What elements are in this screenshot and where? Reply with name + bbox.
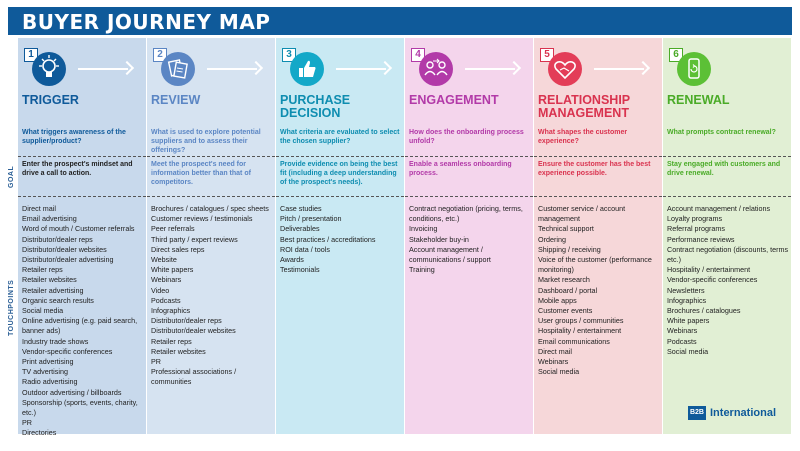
- touchpoint-item: Third party / expert reviews: [151, 234, 238, 244]
- touchpoint-item: Retailer advertising: [22, 285, 84, 295]
- touchpoint-item: PR: [151, 357, 161, 367]
- touchpoint-item: Social media: [538, 367, 580, 377]
- touchpoint-item: Video: [151, 285, 170, 295]
- touchpoint-item: Ordering: [538, 234, 566, 244]
- touchpoint-item: Mobile apps: [538, 295, 577, 305]
- touchpoint-item: Dashboard / portal: [538, 285, 598, 295]
- divider: [147, 196, 275, 197]
- touchpoint-item: User groups / communities: [538, 316, 624, 326]
- touchpoint-item: Distributor/dealer websites: [22, 244, 107, 254]
- divider: [18, 196, 146, 197]
- stage-number: 3: [282, 48, 296, 62]
- heart-handshake-icon: [548, 52, 582, 86]
- stage-engagement: [405, 38, 533, 434]
- touchpoint-item: TV advertising: [22, 367, 68, 377]
- touchpoint-list: [538, 204, 662, 377]
- arrowhead-icon: [507, 61, 521, 75]
- touchpoint-item: Vendor-specific conferences: [667, 275, 758, 285]
- touchpoint-item: Brochures / catalogues / spec sheets: [151, 204, 269, 213]
- touchpoint-item: PR: [22, 418, 32, 428]
- touchpoint-item: Print advertising: [22, 357, 74, 367]
- stage-number: 2: [153, 48, 167, 62]
- touchpoint-item: Customer events: [538, 306, 593, 316]
- touchpoint-item: Case studies: [280, 204, 322, 213]
- touchpoint-item: Referral programs: [667, 224, 725, 234]
- touchpoint-item: Account management / relations: [667, 204, 771, 213]
- touchpoint-item: Distributor/dealer websites: [151, 326, 236, 336]
- touchpoint-item: Word of mouth / Customer referrals: [22, 224, 135, 234]
- touchpoint-item: Hospitality / entertainment: [667, 265, 751, 275]
- stage-question: What prompts contract renewal?: [667, 129, 776, 136]
- stage-goal: Ensure the customer has the best experience possible.: [538, 161, 651, 177]
- touchpoint-item: Organic search results: [22, 295, 94, 305]
- stage-title: TRIGGER: [22, 93, 79, 107]
- stage-question: What criteria are evaluated to select the chosen supplier?: [280, 129, 400, 145]
- stage-number: 4: [411, 48, 425, 62]
- touchpoint-item: Sponsorship (sports, events, charity, etc.): [22, 397, 138, 418]
- touchpoint-list: [409, 204, 533, 275]
- touchpoint-item: Contract negotiation (pricing, terms, conditions, etc.): [409, 204, 523, 224]
- touchpoint-item: White papers: [151, 265, 194, 275]
- stage-question: What is used to explore potential suppliers and to assess their offerings?: [151, 129, 261, 154]
- divider: [663, 156, 791, 157]
- touchpoint-item: Customer reviews / testimonials: [151, 214, 253, 224]
- thumbs-up-icon: [290, 52, 324, 86]
- arrowhead-icon: [636, 61, 650, 75]
- touchpoint-item: Retailer websites: [151, 346, 206, 356]
- stage-review: [147, 38, 275, 434]
- touchpoint-item: Professional associations / communities: [151, 367, 237, 387]
- touchpoint-item: Training: [409, 265, 435, 275]
- touchpoint-list: [667, 204, 791, 357]
- touchpoint-list: [22, 204, 146, 439]
- touchpoint-item: Account management / communications / support: [409, 244, 491, 265]
- stage-question: What triggers awareness of the supplier/product?: [22, 129, 126, 145]
- touchpoint-item: Peer referrals: [151, 224, 195, 234]
- touchpoint-item: Distributor/dealer advertising: [22, 255, 114, 265]
- touchpoint-item: Vendor-specific conferences: [22, 346, 113, 356]
- stage-trigger: [18, 38, 146, 438]
- divider: [147, 156, 275, 157]
- logo-text: International: [710, 407, 777, 419]
- touchpoint-item: Retailer reps: [151, 336, 192, 346]
- stage-goal: Enable a seamless onboarding process.: [409, 161, 512, 177]
- touchpoint-item: Direct mail: [22, 204, 56, 213]
- touchpoint-list: [280, 204, 404, 275]
- stage-goal: Stay engaged with customers and drive renewal.: [667, 161, 781, 177]
- touchpoint-item: Webinars: [151, 275, 182, 285]
- touchpoint-item: Loyalty programs: [667, 214, 723, 224]
- touchpoint-item: Brochures / catalogues: [667, 306, 741, 316]
- phone-renew-icon: [677, 52, 711, 86]
- touchpoint-item: Market research: [538, 275, 590, 285]
- divider: [405, 196, 533, 197]
- divider: [276, 196, 404, 197]
- touchpoint-item: Distributor/dealer reps: [151, 316, 222, 326]
- b2b-logo-mark: B2B: [688, 406, 706, 420]
- divider: [534, 156, 662, 157]
- stage-relationship-management: [534, 38, 662, 434]
- stage-title: RELATIONSHIP MANAGEMENT: [538, 93, 630, 120]
- touchpoint-item: Awards: [280, 255, 304, 265]
- touchpoint-item: Online advertising (e.g. paid search, banner ads): [22, 316, 138, 336]
- touchpoint-item: Directories: [22, 428, 57, 438]
- touchpoint-item: Hospitality / entertainment: [538, 326, 622, 336]
- touchpoint-item: Invoicing: [409, 224, 438, 234]
- goal-side-label: GOAL: [8, 165, 15, 188]
- divider: [18, 156, 146, 157]
- divider: [534, 196, 662, 197]
- arrowhead-icon: [120, 61, 134, 75]
- stage-question: How does the onboarding process unfold?: [409, 129, 524, 145]
- stage-number: 1: [24, 48, 38, 62]
- touchpoint-item: Email advertising: [22, 214, 77, 224]
- title-banner: [8, 7, 792, 35]
- touchpoint-item: Infographics: [667, 295, 707, 305]
- lightbulb-icon: [32, 52, 66, 86]
- touchpoint-item: Radio advertising: [22, 377, 78, 387]
- touchpoint-item: Contract negotiation (discounts, terms etc.): [667, 244, 789, 265]
- touchpoints-side-label: TOUCHPOINTS: [8, 279, 15, 336]
- divider: [405, 156, 533, 157]
- stage-goal: Enter the prospect's mindset and drive a call to action.: [22, 161, 133, 177]
- touchpoint-item: Stakeholder buy-in: [409, 234, 469, 244]
- touchpoint-item: Infographics: [151, 306, 191, 316]
- touchpoint-item: Best practices / accreditations: [280, 234, 376, 244]
- touchpoint-item: Webinars: [667, 326, 698, 336]
- touchpoint-item: Retailer reps: [22, 265, 63, 275]
- stage-title: RENEWAL: [667, 93, 730, 107]
- touchpoint-item: Deliverables: [280, 224, 320, 234]
- touchpoint-item: Direct mail: [538, 346, 572, 356]
- touchpoint-item: Webinars: [538, 357, 569, 367]
- stage-question: What shapes the customer experience?: [538, 129, 628, 145]
- touchpoint-item: Outdoor advertising / billboards: [22, 387, 122, 397]
- touchpoint-item: Newsletters: [667, 285, 705, 295]
- stage-goal: Provide evidence on being the best fit (including a deep understanding of the prospect's needs).: [280, 161, 398, 186]
- touchpoint-item: Social media: [22, 306, 64, 316]
- touchpoint-list: [151, 204, 275, 388]
- people-exchange-icon: [419, 52, 453, 86]
- stage-purchase-decision: [276, 38, 404, 434]
- touchpoint-item: Customer service / account management: [538, 204, 626, 224]
- stage-goal: Meet the prospect's need for information better than that of competitors.: [151, 161, 251, 186]
- touchpoint-item: Performance reviews: [667, 234, 735, 244]
- touchpoint-item: Social media: [667, 346, 709, 356]
- touchpoint-item: Distributor/dealer reps: [22, 234, 93, 244]
- touchpoint-item: Retailer websites: [22, 275, 77, 285]
- stage-number: 5: [540, 48, 554, 62]
- touchpoint-item: Email communications: [538, 336, 610, 346]
- documents-icon: [161, 52, 195, 86]
- arrowhead-icon: [249, 61, 263, 75]
- touchpoint-item: Website: [151, 255, 177, 265]
- touchpoint-item: Podcasts: [151, 295, 181, 305]
- divider: [276, 156, 404, 157]
- arrowhead-icon: [378, 61, 392, 75]
- stage-title: PURCHASE DECISION: [280, 93, 351, 120]
- touchpoint-item: Testimonials: [280, 265, 320, 275]
- touchpoint-item: ROI data / tools: [280, 244, 330, 254]
- divider: [663, 196, 791, 197]
- touchpoint-item: Voice of the customer (performance monitoring): [538, 255, 652, 275]
- touchpoint-item: Shipping / receiving: [538, 244, 601, 254]
- stage-number: 6: [669, 48, 683, 62]
- touchpoint-item: Industry trade shows: [22, 336, 89, 346]
- touchpoint-item: Direct sales reps: [151, 244, 205, 254]
- touchpoint-item: Pitch / presentation: [280, 214, 342, 224]
- touchpoint-item: Technical support: [538, 224, 594, 234]
- stage-renewal: [663, 38, 791, 434]
- page-title: BUYER JOURNEY MAP: [22, 10, 271, 34]
- touchpoint-item: White papers: [667, 316, 710, 326]
- stage-title: REVIEW: [151, 93, 201, 107]
- touchpoint-item: Podcasts: [667, 336, 697, 346]
- stage-title: ENGAGEMENT: [409, 93, 499, 107]
